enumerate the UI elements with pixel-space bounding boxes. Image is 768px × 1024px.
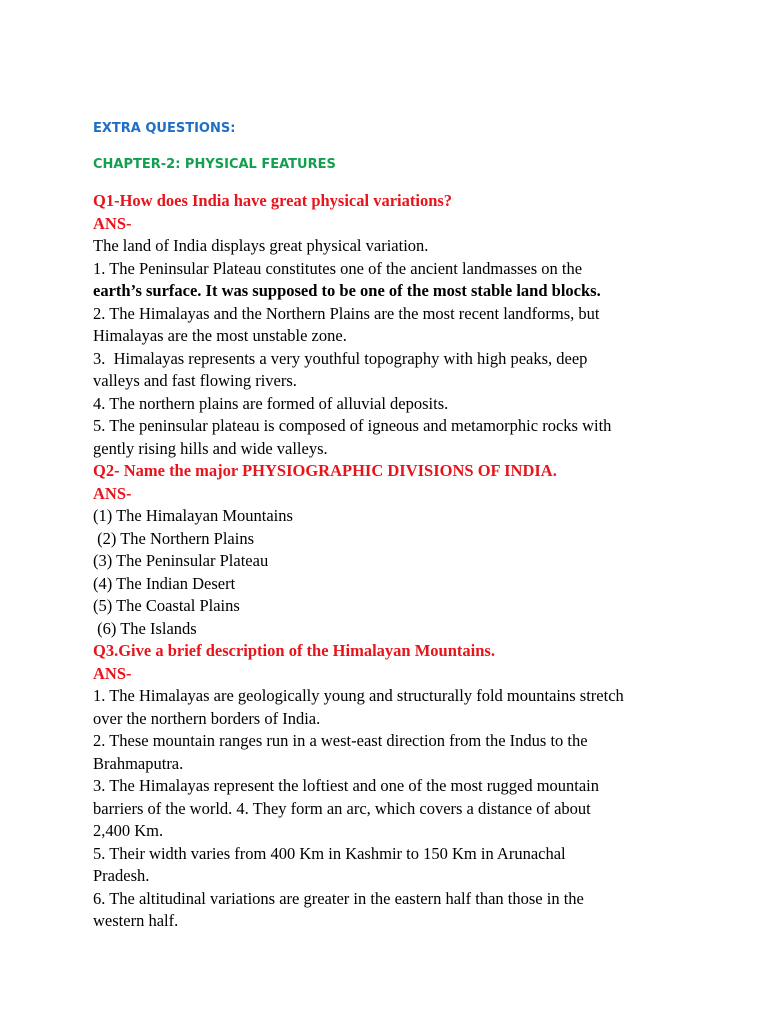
answer-2-line: (4) The Indian Desert [93, 573, 236, 593]
answer-label-3: ANS- [93, 663, 132, 683]
answer-3-line: over the northern borders of India. [93, 708, 321, 728]
answer-1-line: 3. Himalayas represents a very youthful topography with high peaks, deep [93, 348, 588, 368]
answer-1-line: 2. The Himalayas and the Northern Plains are the most recent landforms, but [93, 303, 600, 323]
answer-2-line: (6) The Islands [93, 618, 197, 638]
question-2: Q2- Name the major PHYSIOGRAPHIC DIVISIONS OF INDIA. [93, 461, 557, 480]
answer-3-line: 6. The altitudinal variations are greater in the eastern half than those in the [93, 888, 584, 908]
answer-3-line: Brahmaputra. [93, 753, 184, 773]
answer-label-2: ANS- [93, 483, 132, 503]
answer-3-line: Pradesh. [93, 866, 150, 885]
answer-1-line: 4. The northern plains are formed of alluvial deposits. [93, 393, 449, 413]
answer-1-line: earth’s surface. It was supposed to be one of the most stable land blocks. [93, 281, 601, 300]
answer-1-line: gently rising hills and wide valleys. [93, 438, 328, 458]
answer-1-line: 5. The peninsular plateau is composed of igneous and metamorphic rocks with [93, 416, 612, 435]
chapter-heading: CHAPTER-2: PHYSICAL FEATURES [93, 157, 336, 172]
qa-block-1 [93, 190, 703, 460]
qa-body [93, 190, 703, 933]
question-3: Q3.Give a brief description of the Himalayan Mountains. [93, 641, 495, 660]
answer-1-line: Himalayas are the most unstable zone. [93, 326, 347, 345]
answer-3-line: 2,400 Km. [93, 821, 164, 840]
answer-1-line: The land of India displays great physical variation. [93, 236, 429, 255]
answer-3-line: 1. The Himalayas are geologically young and structurally fold mountains stretch [93, 686, 624, 705]
qa-block-3 [93, 640, 703, 933]
answer-1-line: valleys and fast flowing rivers. [93, 371, 297, 390]
answer-2-line: (5) The Coastal Plains [93, 596, 240, 615]
answer-3-line: 3. The Himalayas represent the loftiest and one of the most rugged mountain [93, 776, 600, 795]
answer-3-line: barriers of the world. 4. They form an arc, which covers a distance of about [93, 798, 591, 818]
answer-3-line: 5. Their width varies from 400 Km in Kashmir to 150 Km in Arunachal [93, 843, 566, 863]
answer-2-line: (3) The Peninsular Plateau [93, 551, 269, 570]
answer-2-line: (2) The Northern Plains [93, 528, 254, 548]
answer-label-1: ANS- [93, 213, 132, 233]
answer-2-line: (1) The Himalayan Mountains [93, 506, 293, 525]
qa-block-2 [93, 460, 703, 640]
answer-3-line: 2. These mountain ranges run in a west-east direction from the Indus to the [93, 731, 588, 750]
extra-questions-heading: EXTRA QUESTIONS: [93, 121, 236, 136]
question-1: Q1-How does India have great physical variations? [93, 191, 453, 210]
answer-3-line: western half. [93, 911, 179, 930]
answer-1-line: 1. The Peninsular Plateau constitutes one of the ancient landmasses on the [93, 258, 583, 278]
